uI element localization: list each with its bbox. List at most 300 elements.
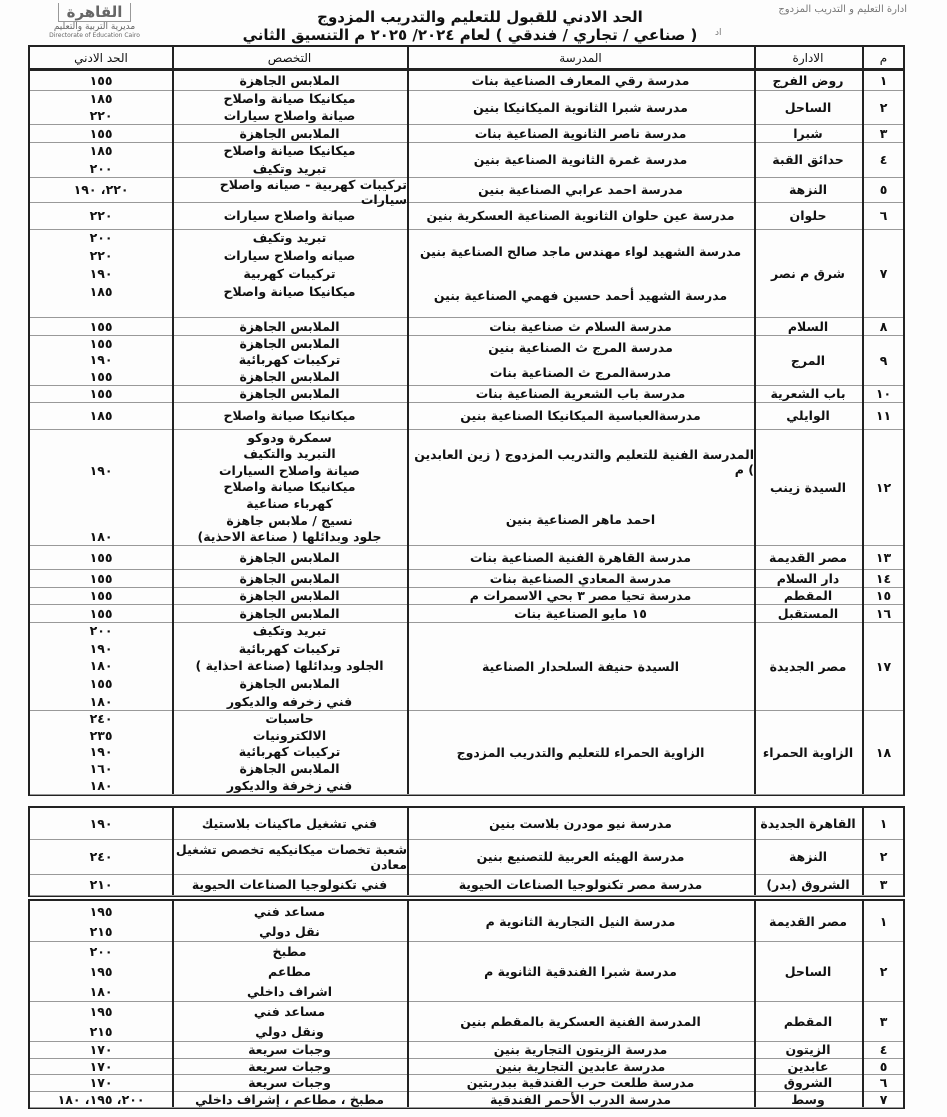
specialization-name: تبريد وتكيف — [252, 230, 327, 246]
minimum-score-cell — [30, 402, 174, 429]
row-number-cell — [862, 1001, 905, 1041]
administration-name: شرق م نصر — [771, 265, 845, 281]
school-name: الزاوية الحمراء للتعليم والتدريب المزدوج — [456, 744, 705, 760]
minimum-score-cell — [30, 385, 174, 402]
administration-cell — [754, 142, 864, 177]
specialization-name: اشراف داخلي — [247, 983, 332, 999]
school-name: مدرسة غمرة الثانوية الصناعية بنين — [473, 152, 688, 167]
logo-name: القاهرة — [58, 3, 132, 22]
minimum-score: ١٨٠ — [89, 693, 113, 709]
minimum-score-cell — [30, 808, 174, 839]
school-name: مدرسة عين حلوان الثانوية الصناعية العسكرية بنين — [426, 208, 735, 223]
administration-name: مصر الجديدة — [769, 658, 847, 674]
school-cell — [407, 622, 756, 710]
row-number-cell — [862, 317, 905, 335]
administration-cell — [754, 229, 864, 317]
row-number: ٩ — [879, 352, 888, 368]
row-number-cell — [862, 142, 905, 177]
administration-cell — [754, 402, 864, 429]
minimum-score: ١٥٥ — [89, 605, 113, 621]
school-name: مدرسة طلعت حرب الفندقية ببدربتين — [466, 1075, 695, 1090]
table-row — [30, 604, 903, 623]
row-number-cell — [862, 1091, 905, 1107]
school-name: مدرسة نيو مودرن بلاست بنين — [489, 816, 672, 831]
row-number-cell — [862, 1074, 905, 1091]
specialization-name: الملابس الجاهزة — [239, 335, 340, 351]
minimum-score-cell — [30, 604, 174, 622]
administration-cell — [754, 545, 864, 569]
minimum-score: ١٧٠ — [89, 1075, 113, 1090]
school-cell — [407, 317, 756, 335]
administration-name: مصر القديمة — [768, 913, 848, 929]
administration-name: حلوان — [789, 208, 827, 223]
school-cell — [407, 70, 756, 90]
administration-name: الزيتون — [785, 1042, 831, 1057]
minimum-score: ١٩٥ — [89, 963, 113, 979]
administration-name: شبرا — [793, 125, 823, 141]
minimum-score: ١٨٥ — [89, 283, 113, 299]
school-cell — [407, 569, 756, 587]
minimum-score: ١٨٥ — [89, 91, 113, 106]
row-number-cell — [862, 545, 905, 569]
row-number-cell — [862, 941, 905, 1001]
school-cell — [407, 124, 756, 142]
minimum-score: ١٩٠ — [89, 640, 113, 656]
table-row — [30, 385, 903, 403]
specialization-cell — [172, 1041, 409, 1058]
minimum-score: ٢٠٠ — [89, 160, 113, 176]
school-cell — [407, 587, 756, 604]
specialization-cell — [172, 622, 409, 710]
department-label: ادارة التعليم و التدريب المزدوج — [778, 4, 907, 15]
row-number-cell — [862, 335, 905, 385]
minimum-score-cell — [30, 202, 174, 229]
administration-cell — [754, 1041, 864, 1058]
school-cell — [407, 1091, 756, 1107]
minimum-score: ١٨٠ — [89, 778, 113, 794]
school-name: المدرسة الفنية العسكرية بالمقطم بنين — [460, 1013, 701, 1029]
row-number: ٣ — [879, 125, 888, 141]
administration-cell — [754, 604, 864, 622]
table-row — [30, 429, 903, 546]
administration-cell — [754, 1001, 864, 1041]
header-school-label: المدرسة — [559, 50, 602, 65]
table-row — [30, 839, 903, 875]
table-row — [30, 569, 903, 588]
table-row — [30, 901, 903, 942]
school-name: السيدة حنيفة السلحدار الصناعية — [481, 658, 680, 674]
row-number: ٧ — [879, 265, 888, 281]
school-cell — [407, 1058, 756, 1074]
specialization-name: ونقل دولي — [255, 1023, 324, 1039]
header-min-label: الحد الادني — [74, 50, 128, 65]
row-number-cell — [862, 1058, 905, 1074]
specialization-name: التبريد والتكيف — [243, 446, 336, 462]
specialization-name: جلود وبدائلها ( صناعة الاحذية) — [197, 529, 382, 545]
specialization-cell — [172, 604, 409, 622]
table-header-row — [30, 47, 903, 71]
minimum-score: ٢٠٠ — [89, 230, 113, 246]
row-number: ٧ — [879, 1091, 888, 1107]
specialization-cell — [172, 710, 409, 794]
specialization-cell — [172, 317, 409, 335]
specialization-name: مطاعم — [268, 963, 311, 979]
minimum-score: ٢٢٠ — [89, 208, 113, 223]
administration-name: الوايلي — [786, 408, 830, 423]
row-number: ٣ — [879, 1013, 888, 1029]
administration-cell — [754, 202, 864, 229]
school-name: مدرسة الشهيد لواء مهندس ماجد صالح الصناعية بنين — [419, 243, 742, 259]
administration-name: باب الشعرية — [770, 386, 846, 401]
specialization-cell — [172, 335, 409, 385]
specialization-name: الملابس الجاهزة — [239, 588, 340, 603]
minimum-score-cell — [30, 710, 174, 794]
school-name: مدرسة ناصر الثانوية الصناعية بنات — [474, 125, 687, 141]
specialization-name: تركيبات كهربائية — [238, 640, 341, 656]
minimum-score: ١٨٠ — [89, 528, 113, 544]
administration-cell — [754, 1091, 864, 1107]
school-name: المدرسة الفنية للتعليم والتدريب المزدوج ( زين العابدين ) م — [414, 446, 754, 477]
row-number: ١١ — [875, 408, 892, 423]
school-cell — [407, 1041, 756, 1058]
specialization-name: الملابس الجاهزة — [239, 386, 340, 401]
administration-cell — [754, 569, 864, 587]
specialization-name: الملابس الجاهزة — [239, 761, 340, 777]
specialization-name: فني تكنولوجيا الصناعات الحيوية — [191, 877, 388, 892]
minimum-score: ٢١٥ — [89, 1023, 113, 1039]
specialization-cell — [172, 569, 409, 587]
school-cell — [407, 142, 756, 177]
minimum-score-cell — [30, 874, 174, 895]
specialization-cell — [172, 1001, 409, 1041]
school-name: احمد ماهر الصناعية بنين — [505, 512, 656, 528]
specialization-name: الجلود وبدائلها (صناعة احذاية ) — [195, 658, 384, 674]
specialization-name: وجبات سريعة — [248, 1075, 331, 1090]
administration-cell — [754, 1074, 864, 1091]
specialization-name: تركيبات كهربائية — [238, 744, 341, 760]
minimum-score: ١٥٥ — [89, 588, 113, 603]
table-row — [30, 1074, 903, 1092]
table-row — [30, 545, 903, 570]
row-number: ٨ — [879, 318, 888, 334]
specialization-cell — [172, 874, 409, 895]
minimum-score-cell — [30, 1074, 174, 1091]
minimum-score: ١٧٠ — [89, 1058, 113, 1074]
table-row — [30, 1041, 903, 1059]
administration-cell — [754, 124, 864, 142]
minimum-score: ١٩٥ — [89, 1003, 113, 1019]
specialization-name: الملابس الجاهزة — [239, 570, 340, 586]
minimum-score: ١٦٠ — [89, 761, 113, 777]
minimum-score: ٢٢٠ — [89, 248, 113, 264]
school-name: مدرسة الدرب الأحمر الفندقية — [490, 1091, 671, 1107]
administration-cell — [754, 808, 864, 839]
header-admin-label: الادارة — [792, 50, 824, 65]
administration-cell — [754, 1058, 864, 1074]
school-name: مدرسة تحيا مصر ٣ بحي الاسمرات م — [469, 588, 692, 603]
specialization-name: نقل دولي — [259, 923, 320, 939]
school-name: مدرسة المرج ث الصناعية بنين — [488, 340, 673, 355]
administration-cell — [754, 70, 864, 90]
school-name: مدرسة القاهرة الفنية الصناعية بنات — [469, 549, 692, 565]
specialization-name: نسيج / ملابس جاهزة — [226, 512, 353, 528]
row-number: ٥ — [879, 1058, 888, 1074]
row-number: ١٣ — [875, 549, 892, 565]
specialization-cell — [172, 429, 409, 545]
specialization-name: مساعد فني — [253, 903, 326, 919]
administration-name: النزهة — [788, 849, 828, 864]
school-name: مدرسةالمرج ث الصناعية بنات — [489, 365, 672, 380]
minimum-score: ١٥٥ — [89, 72, 113, 88]
specialization-name: فني زخرفه والديكور — [226, 693, 353, 709]
minimum-score-cell — [30, 177, 174, 202]
minimum-score: ١٥٥ — [89, 570, 113, 586]
minimum-score-cell — [30, 941, 174, 1001]
school-name: مدرسة شبرا الفندقية الثانوية م — [484, 963, 677, 979]
minimum-score: ١٩٠ — [89, 265, 113, 281]
table-row — [30, 710, 903, 795]
administration-name: دار السلام — [776, 570, 840, 586]
specialization-name: شعبة تخصات ميكانيكيه تخصص تشغيل معادن — [175, 841, 407, 872]
specialization-name: تبريد وتكيف — [252, 623, 327, 639]
administration-cell — [754, 839, 864, 874]
row-number-cell — [862, 569, 905, 587]
specialization-name: ميكانيكا صيانة واصلاح — [223, 91, 356, 106]
minimum-score: ١٩٠ — [89, 462, 113, 478]
school-cell — [407, 874, 756, 895]
minimum-score: ١٩٠ — [89, 816, 113, 831]
minimum-score-cell — [30, 429, 174, 545]
row-number-cell — [862, 70, 905, 90]
document-subtitle: ( صناعي / تجاري / فندقي ) لعام ٢٠٢٤/ ٢٠٢٥ م التنسيق الثاني — [242, 26, 698, 44]
row-number: ١٢ — [875, 479, 892, 495]
specialization-cell — [172, 545, 409, 569]
administration-name: حدائق القبة — [772, 152, 844, 167]
administration-name: القاهرة الجديدة — [760, 816, 856, 831]
administration-name: المقطم — [783, 1013, 833, 1029]
school-cell — [407, 385, 756, 402]
specialization-name: سمكرة ودوكو — [247, 429, 332, 445]
row-number: ١٥ — [875, 588, 892, 603]
administration-name: الزاوية الحمراء — [762, 744, 854, 760]
school-name: مدرسة مصر تكنولوجيا الصناعات الحيوية — [458, 877, 703, 892]
minimum-score-cell — [30, 1001, 174, 1041]
row-number: ٤ — [879, 152, 888, 167]
minimum-score-cell — [30, 622, 174, 710]
table-row — [30, 402, 903, 430]
administration-name: الشروق — [783, 1075, 833, 1090]
specialization-name: تركيبات كهربية - صيانه واصلاح سيارات — [219, 177, 407, 207]
table-row — [30, 90, 903, 125]
minimum-score-cell — [30, 1091, 174, 1107]
specialization-name: الملابس الجاهزة — [239, 605, 340, 621]
minimum-score: ٢٠٠ — [89, 623, 113, 639]
administration-cell — [754, 901, 864, 941]
school-cell — [407, 90, 756, 124]
school-cell — [407, 202, 756, 229]
school-cell — [407, 901, 756, 941]
administration-name: عابدين — [787, 1058, 829, 1074]
specialization-name: مطبخ — [272, 943, 307, 959]
school-cell — [407, 808, 756, 839]
school-cell — [407, 604, 756, 622]
administration-name: السيدة زينب — [770, 479, 846, 495]
table-row — [30, 317, 903, 336]
row-number-cell — [862, 604, 905, 622]
specialization-cell — [172, 1074, 409, 1091]
minimum-score: ١٥٥ — [89, 369, 113, 385]
logo-en: Directorate of Education Cairo — [49, 32, 140, 39]
school-name: مدرسة السلام ث صناعية بنات — [489, 318, 672, 334]
row-number-cell — [862, 839, 905, 874]
minimum-score-cell — [30, 569, 174, 587]
specialization-name: الملابس الجاهزة — [239, 676, 340, 692]
row-number: ٢ — [879, 849, 888, 864]
specialization-name: كهرباء صناعية — [246, 496, 333, 512]
school-name: ١٥ مايو الصناعية بنات — [514, 605, 647, 621]
specialization-name: صيانه واصلاح سيارات — [223, 248, 356, 264]
specialization-cell — [172, 177, 409, 207]
school-name: مدرسة احمد عرابي الصناعية بنين — [478, 182, 683, 197]
minimum-score: ٢٢٠، ١٩٠ — [73, 182, 129, 197]
school-name: مدرسة رقي المعارف الصناعية بنات — [471, 72, 690, 88]
row-number: ٣ — [879, 877, 888, 892]
row-number-cell — [862, 229, 905, 317]
administration-cell — [754, 622, 864, 710]
school-name: مدرسة الهيئه العربية للتصنيع بنين — [476, 849, 685, 864]
minimum-score: ١٥٥ — [89, 318, 113, 334]
header-cell-admin — [754, 47, 864, 68]
row-number-cell — [862, 124, 905, 142]
row-number-cell — [862, 710, 905, 794]
administration-name: روض الفرج — [772, 72, 844, 88]
school-cell — [407, 177, 756, 202]
minimum-score: ١٩٠ — [89, 352, 113, 368]
table-row — [30, 874, 903, 896]
minimum-score: ١٥٥ — [89, 676, 113, 692]
minimum-score-cell — [30, 142, 174, 177]
administration-name: وسط — [791, 1091, 825, 1107]
specialization-name: صيانة واصلاح السيارات — [218, 462, 361, 478]
administration-name: النزهة — [788, 182, 828, 197]
administration-name: المقطم — [783, 588, 833, 603]
minimum-score: ١٥٥ — [89, 335, 113, 351]
minimum-score-cell — [30, 1041, 174, 1058]
school-cell — [407, 839, 756, 874]
table-row — [30, 1058, 903, 1075]
logo-sub: مديرية التربية والتعليم — [53, 22, 136, 32]
specialization-name: وجبات سريعة — [248, 1042, 331, 1057]
specialization-name: الالكترونيات — [252, 727, 327, 743]
row-number: ١ — [879, 913, 888, 929]
specialization-name: فني تشغيل ماكينات بلاستيك — [201, 816, 378, 831]
minimum-score: ١٥٥ — [89, 549, 113, 565]
row-number-cell — [862, 177, 905, 202]
row-number-cell — [862, 874, 905, 895]
margin-mark: اد — [715, 28, 722, 38]
specialization-cell — [172, 1058, 409, 1074]
row-number: ١٤ — [875, 570, 892, 586]
school-name: مدرسة النيل التجارية الثانوية م — [485, 913, 676, 929]
administration-cell — [754, 429, 864, 545]
specialization-cell — [172, 941, 409, 1001]
table-row — [30, 202, 903, 230]
administration-name: المرج — [790, 352, 826, 368]
school-name: مدرسة المعادي الصناعية بنات — [489, 570, 672, 586]
specialization-name: ميكانيكا صيانة واصلاح — [223, 408, 356, 423]
document-title: الحد الادني للقبول للتعليم والتدريب المزدوج — [317, 8, 643, 26]
school-cell — [407, 402, 756, 429]
table-section-3 — [28, 899, 905, 1109]
table-row — [30, 1091, 903, 1108]
specialization-cell — [172, 70, 409, 90]
minimum-score: ١٩٠ — [89, 744, 113, 760]
school-cell — [407, 1074, 756, 1091]
specialization-name: تركيبات كهربائية — [238, 352, 341, 368]
administration-name: المستقبل — [777, 605, 839, 621]
minimum-score-cell — [30, 335, 174, 385]
row-number-cell — [862, 587, 905, 604]
school-name: مدرسة باب الشعرية الصناعية بنات — [475, 386, 686, 401]
minimum-score: ٢١٥ — [89, 923, 113, 939]
administration-cell — [754, 177, 864, 202]
row-number: ٦ — [879, 208, 888, 223]
specialization-cell — [172, 402, 409, 429]
row-number-cell — [862, 901, 905, 941]
row-number-cell — [862, 1041, 905, 1058]
minimum-score-cell — [30, 1058, 174, 1074]
minimum-score: ٢٠٠ — [89, 943, 113, 959]
row-number: ١٦ — [875, 605, 892, 621]
specialization-name: ميكانيكا صيانة واصلاح — [223, 479, 356, 495]
minimum-score-cell — [30, 124, 174, 142]
header-cell-spec — [172, 47, 409, 68]
administration-cell — [754, 335, 864, 385]
specialization-name: تبريد وتكيف — [252, 160, 327, 176]
school-cell — [407, 229, 756, 317]
specialization-cell — [172, 385, 409, 402]
school-cell — [407, 710, 756, 794]
specialization-cell — [172, 229, 409, 317]
specialization-name: الملابس الجاهزة — [239, 318, 340, 334]
header-cell-num — [862, 47, 905, 68]
header-cell-min — [30, 47, 174, 68]
specialization-cell — [172, 1091, 409, 1107]
table-row — [30, 622, 903, 711]
specialization-name: وجبات سريعة — [248, 1058, 331, 1074]
row-number-cell — [862, 385, 905, 402]
specialization-cell — [172, 587, 409, 604]
specialization-cell — [172, 142, 409, 177]
administration-name: السلام — [787, 318, 829, 334]
table-row — [30, 142, 903, 178]
administration-cell — [754, 710, 864, 794]
table-row — [30, 229, 903, 318]
row-number: ٢ — [879, 963, 888, 979]
specialization-cell — [172, 90, 409, 124]
minimum-score: ٢٣٥ — [89, 727, 113, 743]
specialization-name: فني زخرفة والديكور — [226, 778, 353, 794]
minimum-score: ١٥٥ — [89, 125, 113, 141]
specialization-name: تركيبات كهربية — [243, 265, 336, 281]
header-cell-school — [407, 47, 756, 68]
administration-cell — [754, 317, 864, 335]
row-number: ١ — [879, 816, 888, 831]
specialization-name: الملابس الجاهزة — [239, 125, 340, 141]
table-row — [30, 124, 903, 143]
minimum-score: ٢٢٠ — [89, 108, 113, 123]
school-cell — [407, 1001, 756, 1041]
